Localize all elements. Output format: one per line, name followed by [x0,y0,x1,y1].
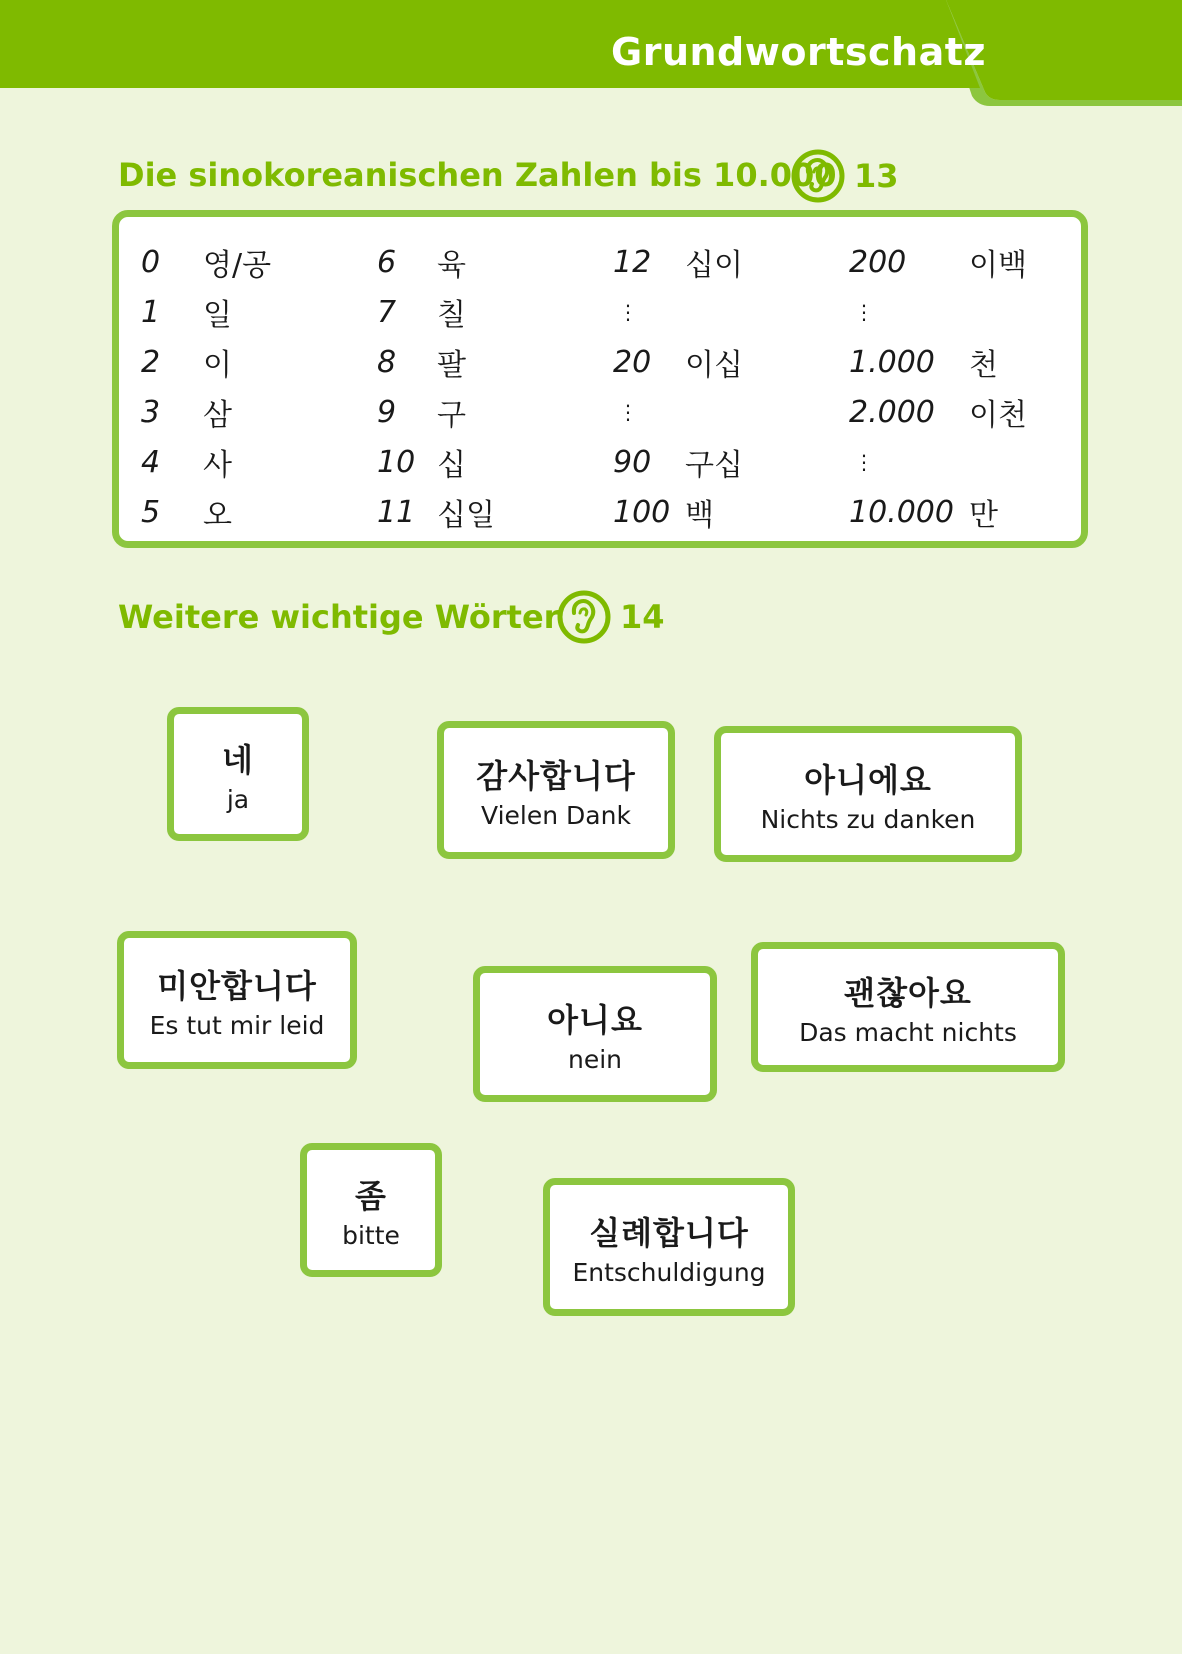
vocab-card [751,942,1065,1072]
number-digit: 100 [613,494,671,530]
number-korean: 십일 [437,498,495,533]
number-korean: 구십 [685,448,743,483]
vocab-korean: 감사합니다 [476,756,636,795]
vocab-german: ja [226,784,250,814]
vocab-card [473,966,717,1102]
audio-track-number: 13 [854,157,899,195]
vocab-german: nein [567,1044,623,1074]
vocab-card [117,931,357,1069]
number-digit: 90 [613,444,652,480]
vocab-german: Das macht nichts [799,1017,1017,1047]
number-row [141,237,271,287]
number-korean: 만 [969,498,998,533]
vocab-korean: 미안합니다 [157,966,317,1005]
number-korean: 일 [203,298,232,333]
vocab-korean: 괜찮아요 [844,973,972,1012]
vocab-german: Nichts zu danken [760,804,976,834]
number-row [141,487,271,537]
ellipsis-dots: ⋮ [618,300,638,324]
number-digit: 12 [613,244,652,280]
number-row [377,437,495,487]
number-row [849,237,1027,287]
vocab-card [714,726,1022,862]
number-row [849,437,1027,487]
header-bar [0,0,1182,106]
number-row [849,387,1027,437]
audio-track-14[interactable] [556,589,665,645]
number-row [141,337,271,387]
number-row [141,437,271,487]
numbers-column-1 [141,237,271,537]
vocab-card [543,1178,795,1316]
number-digit: 10 [377,444,416,480]
number-digit: 2.000 [849,394,935,430]
number-korean: 영/공 [203,248,272,283]
number-digit: 3 [141,394,161,430]
number-row [141,387,271,437]
number-digit: 2 [141,344,161,380]
number-row [141,287,271,337]
number-row [613,287,743,337]
number-row [613,387,743,437]
number-korean: 이십 [685,348,743,383]
audio-track-number: 14 [620,598,665,636]
number-korean: 이백 [969,248,1027,283]
vocab-german: bitte [342,1220,400,1250]
number-korean: 구 [437,398,466,433]
number-digit: 4 [141,444,161,480]
number-digit: 5 [141,494,161,530]
number-digit: 0 [141,244,161,280]
section-heading-numbers: Die sinokoreanischen Zahlen bis 10.000 [118,156,837,194]
numbers-table [112,210,1088,548]
number-korean: 백 [685,498,714,533]
ear-audio-icon [790,148,846,204]
number-digit: 8 [377,344,397,380]
number-korean: 이 [203,348,232,383]
number-digit: 1.000 [849,344,935,380]
number-row [613,487,743,537]
vocab-korean: 실례합니다 [589,1213,749,1252]
numbers-column-2 [377,237,495,537]
vocab-card [167,707,309,841]
number-row [849,487,1027,537]
vocab-german: Entschuldigung [572,1257,766,1287]
vocab-korean: 좀 [355,1176,387,1215]
vocab-korean: 아니요 [547,1000,643,1039]
number-row [613,237,743,287]
vocab-card [300,1143,442,1277]
number-korean: 육 [437,248,466,283]
number-korean: 이천 [969,398,1027,433]
ellipsis-dots: ⋮ [854,300,874,324]
section-heading-words: Weitere wichtige Wörter [118,598,560,636]
number-row [377,487,495,537]
number-row [849,287,1027,337]
number-row [613,437,743,487]
ellipsis-dots: ⋮ [854,450,874,474]
number-korean: 천 [969,348,998,383]
number-digit: 10.000 [849,494,954,530]
vocab-card [437,721,675,859]
ear-audio-icon [556,589,612,645]
number-korean: 오 [203,498,232,533]
vocab-korean: 네 [222,740,254,779]
number-row [377,287,495,337]
number-digit: 9 [377,394,397,430]
number-digit: 1 [141,294,161,330]
header-shape [0,0,1182,106]
numbers-column-3 [613,237,743,537]
page-title: Grundwortschatz [611,30,986,74]
number-korean: 칠 [437,298,466,333]
numbers-column-4 [849,237,1027,537]
number-row [377,337,495,387]
number-digit: 20 [613,344,652,380]
number-korean: 삼 [203,398,232,433]
number-row [377,237,495,287]
vocab-korean: 아니에요 [804,760,932,799]
number-korean: 십이 [685,248,743,283]
number-digit: 11 [377,494,416,530]
number-row [849,337,1027,387]
number-korean: 사 [203,448,232,483]
vocab-german: Vielen Dank [481,800,631,830]
number-korean: 팔 [437,348,466,383]
audio-track-13[interactable] [790,148,899,204]
number-row [613,337,743,387]
number-digit: 6 [377,244,397,280]
ellipsis-dots: ⋮ [618,400,638,424]
number-digit: 7 [377,294,397,330]
number-row [377,387,495,437]
vocab-german: Es tut mir leid [149,1010,325,1040]
number-digit: 200 [849,244,907,280]
number-korean: 십 [437,448,466,483]
